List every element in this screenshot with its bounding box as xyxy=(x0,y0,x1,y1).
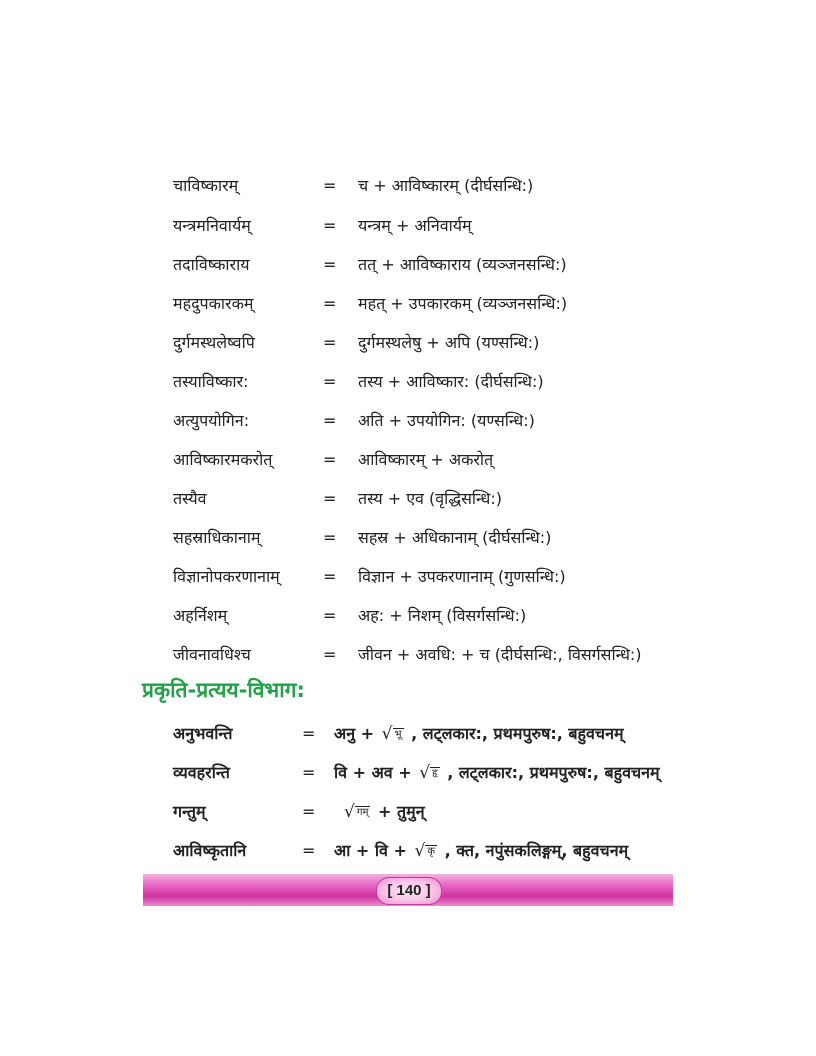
equals-sign: = xyxy=(323,528,337,547)
root-sign xyxy=(344,797,370,828)
equals-sign: = xyxy=(323,489,337,508)
page-number: [ 140 ] xyxy=(376,877,442,905)
pratyaya-row xyxy=(0,758,816,788)
prefix-text: अनु + xyxy=(334,724,375,743)
pratyaya-analysis xyxy=(334,719,624,750)
sandhi-row xyxy=(0,171,816,201)
prefix-text: वि + अव + xyxy=(334,763,412,782)
sandhi-split: आविष्कारम् + अकरोत् xyxy=(358,450,494,469)
sandhi-split: महत् + उपकारकम् (व्यञ्जनसन्धि:) xyxy=(358,294,568,313)
sandhi-row xyxy=(0,640,816,670)
sandhi-split: तस्य + एव (वृद्धिसन्धि:) xyxy=(358,489,502,508)
pratyaya-word: गन्तुम् xyxy=(173,802,206,821)
equals-sign: = xyxy=(323,255,337,274)
pratyaya-analysis xyxy=(334,836,628,867)
radical-icon: √ xyxy=(419,763,431,783)
sandhi-word: महदुपकारकम् xyxy=(173,294,254,313)
sandhi-word: विज्ञानोपकरणानाम् xyxy=(173,567,280,586)
equals-sign: = xyxy=(323,645,337,664)
dhatu-root: कृ xyxy=(427,846,436,857)
dhatu-root: गम् xyxy=(356,807,369,818)
pratyaya-analysis xyxy=(334,758,660,789)
sandhi-split: तस्य + आविष्कार: (दीर्घसन्धि:) xyxy=(358,372,544,391)
sandhi-word: तस्यैव xyxy=(173,489,207,508)
sandhi-word: सहस्राधिकानाम् xyxy=(173,528,261,547)
sandhi-word: अत्युपयोगिन: xyxy=(173,411,250,430)
equals-sign: = xyxy=(323,450,337,469)
pratyaya-word: अनुभवन्ति xyxy=(173,724,233,743)
pratyaya-row xyxy=(0,719,816,749)
sandhi-row xyxy=(0,601,816,631)
radical-icon: √ xyxy=(344,802,355,822)
root-sign xyxy=(419,758,439,789)
root-sign xyxy=(415,836,438,867)
sandhi-row xyxy=(0,484,816,514)
equals-sign: = xyxy=(323,333,337,352)
equals-sign: = xyxy=(302,802,316,821)
equals-sign: = xyxy=(302,724,316,743)
sandhi-word: तस्याविष्कार: xyxy=(173,372,249,391)
equals-sign: = xyxy=(323,411,337,430)
dhatu-root: हृ xyxy=(432,768,438,779)
sandhi-row xyxy=(0,523,816,553)
sandhi-split: तत् + आविष्काराय (व्यञ्जनसन्धि:) xyxy=(358,255,567,274)
prefix-text: आ + वि + xyxy=(334,841,407,860)
suffix-text: + तुमुन् xyxy=(378,802,425,821)
dhatu-root: भू xyxy=(394,729,402,740)
suffix-text: , लट्लकार:, प्रथमपुरुष:, बहुवचनम् xyxy=(411,724,624,743)
sandhi-word: अहर्निशम् xyxy=(173,606,228,625)
radical-icon: √ xyxy=(381,724,393,744)
equals-sign: = xyxy=(323,216,337,235)
root-sign xyxy=(382,719,404,750)
suffix-text: , लट्लकार:, प्रथमपुरुष:, बहुवचनम् xyxy=(447,763,660,782)
equals-sign: = xyxy=(323,606,337,625)
sandhi-word: तदाविष्काराय xyxy=(173,255,250,274)
sandhi-row xyxy=(0,211,816,241)
pratyaya-word: व्यवहरन्ति xyxy=(173,763,230,782)
sandhi-split: सहस्र + अधिकानाम् (दीर्घसन्धि:) xyxy=(358,528,552,547)
sandhi-word: यन्त्रमनिवार्यम् xyxy=(173,216,251,235)
equals-sign: = xyxy=(323,294,337,313)
sandhi-split: विज्ञान + उपकरणानाम् (गुणसन्धि:) xyxy=(358,567,566,586)
sandhi-split: च + आविष्कारम् (दीर्घसन्धि:) xyxy=(358,176,534,195)
equals-sign: = xyxy=(302,841,316,860)
sandhi-row xyxy=(0,289,816,319)
equals-sign: = xyxy=(323,372,337,391)
sandhi-split: यन्त्रम् + अनिवार्यम् xyxy=(358,216,472,235)
suffix-text: , क्त, नपुंसकलिङ्गम्, बहुवचनम् xyxy=(444,841,629,860)
sandhi-row xyxy=(0,250,816,280)
radical-icon: √ xyxy=(414,841,426,861)
sandhi-row xyxy=(0,562,816,592)
sandhi-word: दुर्गमस्थलेष्वपि xyxy=(173,333,255,352)
sandhi-row xyxy=(0,367,816,397)
pratyaya-row xyxy=(0,797,816,827)
pratyaya-word: आविष्कृतानि xyxy=(173,841,247,860)
sandhi-split: जीवन + अवधि: + च (दीर्घसन्धि:, विसर्गसन्धि:) xyxy=(358,645,642,664)
equals-sign: = xyxy=(302,763,316,782)
sandhi-word: जीवनावधिश्च xyxy=(173,645,251,664)
section-heading: प्रकृति-प्रत्यय-विभाग: xyxy=(142,678,305,702)
pratyaya-analysis xyxy=(342,797,425,828)
equals-sign: = xyxy=(323,567,337,586)
sandhi-row xyxy=(0,406,816,436)
sandhi-split: अति + उपयोगिन: (यण्सन्धि:) xyxy=(358,411,535,430)
sandhi-word: आविष्कारमकरोत् xyxy=(173,450,273,469)
sandhi-row xyxy=(0,328,816,358)
pratyaya-row xyxy=(0,836,816,866)
sandhi-split: दुर्गमस्थलेषु + अपि (यण्सन्धि:) xyxy=(358,333,540,352)
equals-sign: = xyxy=(323,176,337,195)
sandhi-word: चाविष्कारम् xyxy=(173,176,239,195)
sandhi-row xyxy=(0,445,816,475)
sandhi-split: अह: + निशम् (विसर्गसन्धि:) xyxy=(358,606,527,625)
